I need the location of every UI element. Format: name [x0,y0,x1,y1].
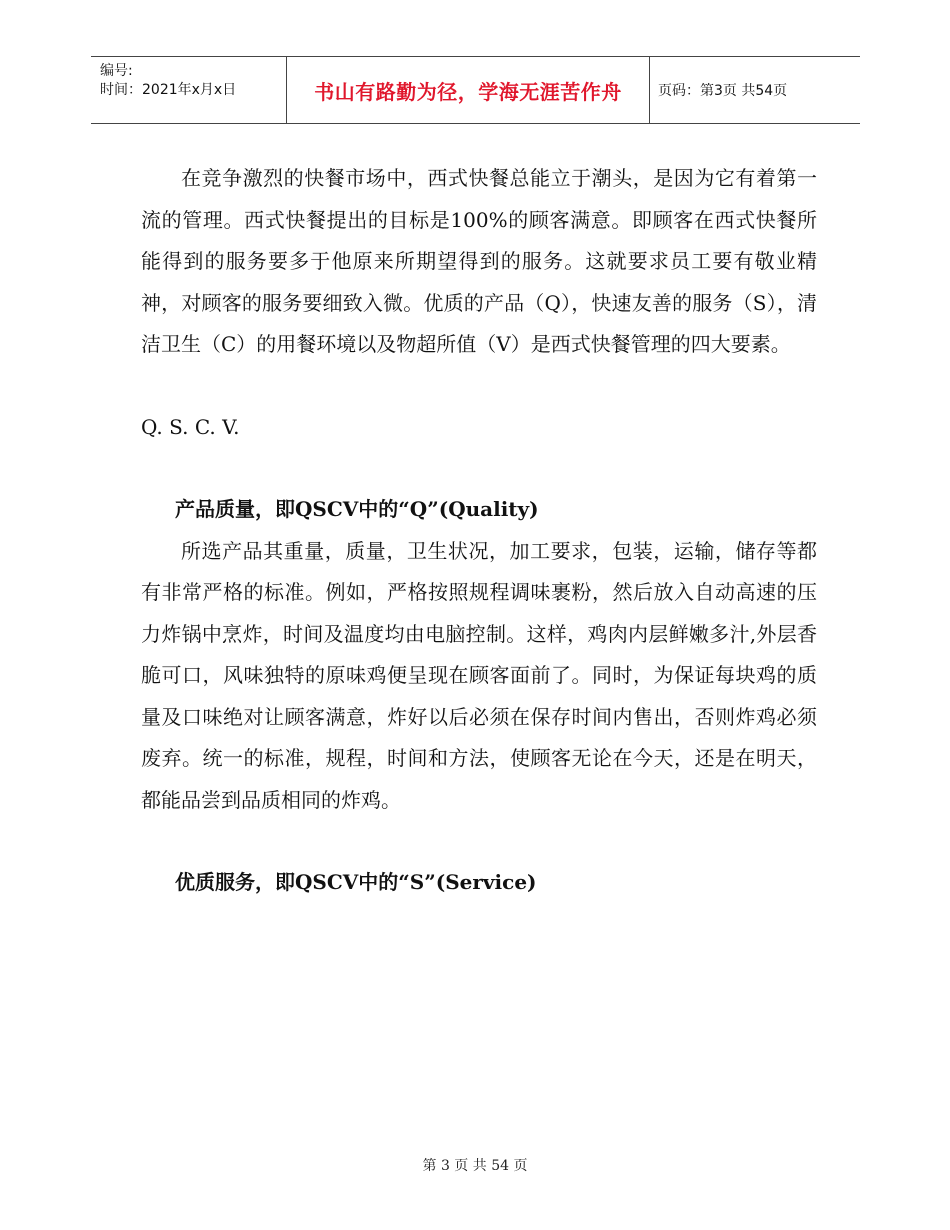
motto: 书山有路勤为径，学海无涯苦作舟 [314,79,622,104]
quality-heading: 产品质量，即QSCV中的“Q”(Quality) [175,497,539,521]
header-meta [91,57,286,123]
service-heading: 优质服务，即QSCV中的“S”(Service) [175,870,537,894]
page-header [91,56,860,124]
intro-paragraph: 在竞争激烈的快餐市场中，西式快餐总能立于潮头，是因为它有着第一流的管理。西式快餐提出的目标是100%的顾客满意。即顾客在西式快餐所能得到的服务要多于他原来所期望得到的服务。这就要求员工要有敬业精神，对顾客的服务要细致入微。优质的产品（Q），快速友善的服务（S），清洁卫生（C）的用餐环境以及物超所值（V）是西式快餐管理的四大要素。 [141,166,817,356]
page-footer: 第 3 页 共 54 页 [422,1158,528,1174]
document-body [141,158,817,904]
number-label: 编号: [100,63,133,79]
quality-paragraph: 所选产品其重量，质量，卫生状况，加工要求，包装，运输，储存等都有非常严格的标准。例如，严格按照规程调味裹粉，然后放入自动高速的压力炸锅中烹炸，时间及温度均由电脑控制。这样，鸡肉内层鲜嫩多汁,外层香脆可口，风味独特的原味鸡便呈现在顾客面前了。同时，为保证每块鸡的质量及口味绝对让顾客满意，炸好以后必须在保存时间内售出，否则炸鸡必须废弃。统一的标准，规程，时间和方法，使顾客无论在今天，还是在明天，都能品尝到品质相同的炸鸡。 [141,538,817,812]
time-label: 时间：2021年x月x日 [100,82,237,98]
header-motto-cell [286,57,650,123]
qscv-heading: Q. S. C. V. [141,414,240,439]
page-info: 页码：第3页 共54页 [658,83,788,99]
header-page-cell [649,57,860,123]
